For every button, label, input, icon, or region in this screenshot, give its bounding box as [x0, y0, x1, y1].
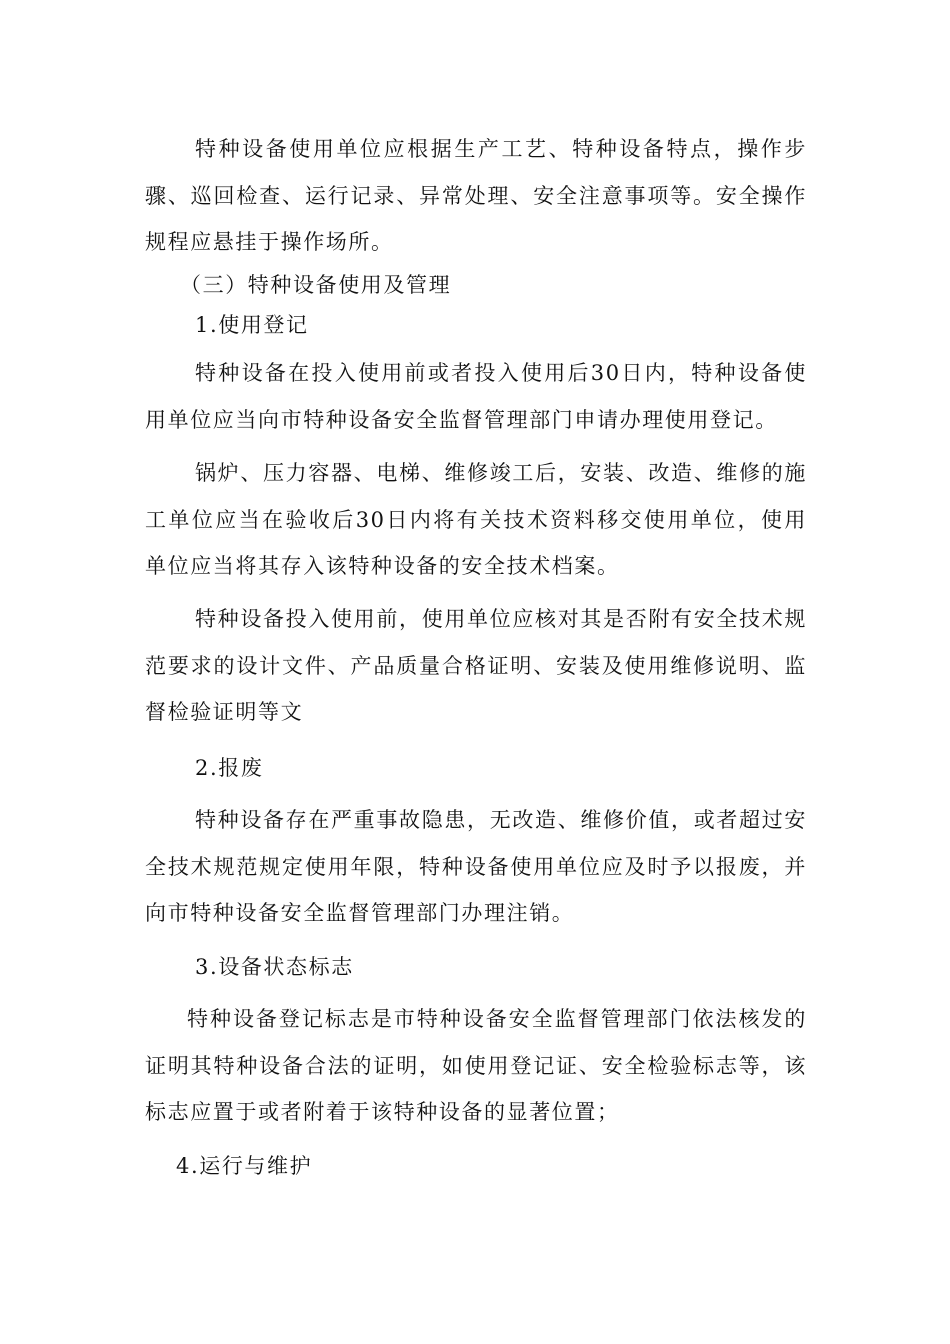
paragraph-registration-mark: 特种设备登记标志是市特种设备安全监督管理部门依法核发的证明其特种设备合法的证明，如使用登记证、安全检验标志等，该标志应置于或者附着于该特种设备的显著位置；: [145, 1007, 807, 1124]
paragraph-scrapping: 特种设备存在严重事故隐患，无改造、维修价值，或者超过安全技术规范规定使用年限，特种设备使用单位应及时予以报废，并向市特种设备安全监督管理部门办理注销。: [145, 808, 807, 925]
paragraph-registration-deadline: 特种设备在投入使用前或者投入使用后30日内，特种设备使用单位应当向市特种设备安全监督管理部门申请办理使用登记。: [145, 361, 807, 432]
section-heading-use-and-management: （三）特种设备使用及管理: [180, 273, 452, 297]
paragraph-pre-use-verification: 特种设备投入使用前，使用单位应核对其是否附有安全技术规范要求的设计文件、产品质量合格证明、安装及使用维修说明、监督检验证明等文: [145, 607, 807, 724]
paragraph-operating-rules: 特种设备使用单位应根据生产工艺、特种设备特点，操作步骤、巡回检查、运行记录、异常处理、安全注意事项等。安全操作规程应悬挂于操作场所。: [145, 137, 807, 254]
subheading-scrapping: 2.报废: [195, 756, 264, 780]
paragraph-technical-documents: 锅炉、压力容器、电梯、维修竣工后，安装、改造、维修的施工单位应当在验收后30日内将有关技术资料移交使用单位，使用单位应当将其存入该特种设备的安全技术档案。: [145, 461, 807, 578]
subheading-use-registration: 1.使用登记: [195, 313, 309, 337]
subheading-status-marks: 3.设备状态标志: [195, 955, 354, 979]
subheading-operation-and-maintenance: 4.运行与维护: [176, 1154, 313, 1178]
